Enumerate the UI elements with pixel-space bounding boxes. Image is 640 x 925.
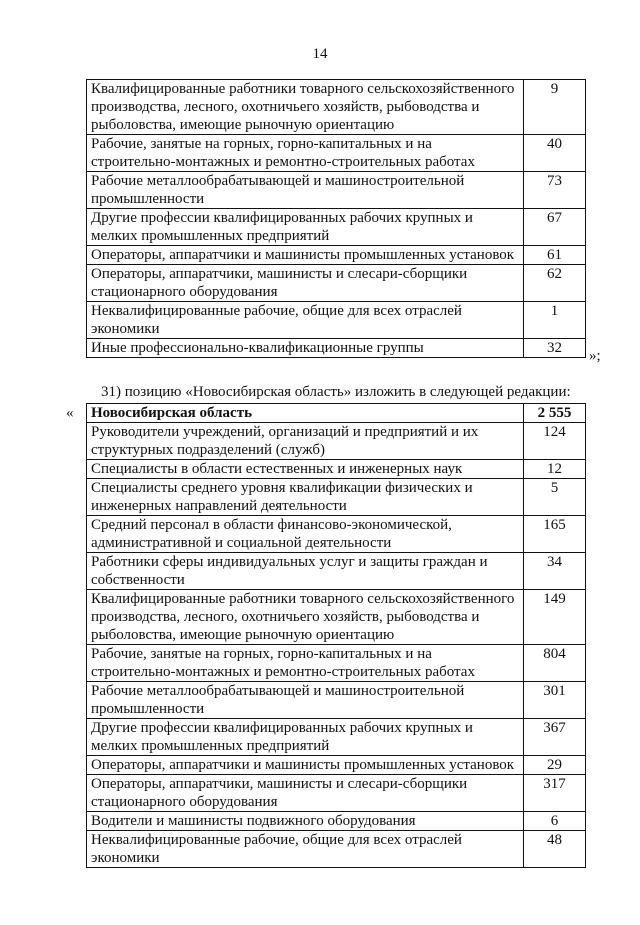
- row-label: Операторы, аппаратчики, машинисты и слесари-сборщики стационарного оборудования: [87, 775, 524, 812]
- row-label: Специалисты среднего уровня квалификации физических и инженерных направлений деятельности: [87, 479, 524, 516]
- row-label: Операторы, аппаратчики и машинисты промышленных установок: [87, 246, 524, 265]
- row-value: 301: [524, 682, 586, 719]
- table-row: [87, 645, 586, 682]
- row-label: Специалисты в области естественных и инженерных наук: [87, 460, 524, 479]
- row-value: 1: [524, 302, 586, 339]
- region-name: Новосибирская область: [87, 404, 524, 423]
- table-row: [87, 479, 586, 516]
- table-row: [87, 246, 586, 265]
- table-row: [87, 460, 586, 479]
- row-value: 32: [524, 339, 586, 358]
- row-value: 317: [524, 775, 586, 812]
- region-total: 2 555: [524, 404, 586, 423]
- row-value: 9: [524, 80, 586, 135]
- table-row: [87, 831, 586, 868]
- table-row: [87, 590, 586, 645]
- row-value: 124: [524, 423, 586, 460]
- row-label: Неквалифицированные рабочие, общие для всех отраслей экономики: [87, 831, 524, 868]
- table-row: [87, 172, 586, 209]
- table-row: [87, 775, 586, 812]
- amendment-paragraph: 31) позицию «Новосибирская область» изложить в следующей редакции:: [101, 384, 571, 400]
- table-row: [87, 812, 586, 831]
- row-value: 12: [524, 460, 586, 479]
- row-value: 149: [524, 590, 586, 645]
- table-row: [87, 756, 586, 775]
- table-row: [87, 516, 586, 553]
- row-value: 804: [524, 645, 586, 682]
- table-header-row: [87, 404, 586, 423]
- row-label: Работники сферы индивидуальных услуг и защиты граждан и собственности: [87, 553, 524, 590]
- table-row: [87, 423, 586, 460]
- row-label: Иные профессионально-квалификационные группы: [87, 339, 524, 358]
- row-label: Другие профессии квалифицированных рабочих крупных и мелких промышленных предприятий: [87, 719, 524, 756]
- table-row: [87, 553, 586, 590]
- row-value: 165: [524, 516, 586, 553]
- table-row: [87, 719, 586, 756]
- table-row: [87, 265, 586, 302]
- table-row: [87, 135, 586, 172]
- closing-quote-mark: »;: [589, 348, 601, 364]
- table-row: [87, 80, 586, 135]
- row-label: Рабочие металлообрабатывающей и машиностроительной промышленности: [87, 172, 524, 209]
- row-label: Квалифицированные работники товарного сельскохозяйственного производства, лесного, охотничьего хозяйств, рыбоводства и рыболовства, имеющие рыночную ориентацию: [87, 590, 524, 645]
- row-label: Рабочие, занятые на горных, горно-капитальных и на строительно-монтажных и ремонтно-строительных работах: [87, 645, 524, 682]
- row-value: 29: [524, 756, 586, 775]
- row-value: 48: [524, 831, 586, 868]
- row-label: Операторы, аппаратчики и машинисты промышленных установок: [87, 756, 524, 775]
- row-value: 62: [524, 265, 586, 302]
- row-value: 6: [524, 812, 586, 831]
- opening-quote-mark: «: [66, 405, 74, 421]
- occupation-table-previous: [86, 79, 586, 358]
- row-label: Неквалифицированные рабочие, общие для всех отраслей экономики: [87, 302, 524, 339]
- row-label: Квалифицированные работники товарного сельскохозяйственного производства, лесного, охотничьего хозяйств, рыбоводства и рыболовства, имеющие рыночную ориентацию: [87, 80, 524, 135]
- table-row: [87, 302, 586, 339]
- row-label: Другие профессии квалифицированных рабочих крупных и мелких промышленных предприятий: [87, 209, 524, 246]
- row-value: 73: [524, 172, 586, 209]
- row-label: Рабочие металлообрабатывающей и машиностроительной промышленности: [87, 682, 524, 719]
- table-row: [87, 339, 586, 358]
- row-label: Средний персонал в области финансово-экономической, административной и социальной деятельности: [87, 516, 524, 553]
- row-label: Водители и машинисты подвижного оборудования: [87, 812, 524, 831]
- occupation-table-novosibirsk: [86, 403, 586, 868]
- page-number: 14: [312, 46, 328, 62]
- row-value: 5: [524, 479, 586, 516]
- row-label: Рабочие, занятые на горных, горно-капитальных и на строительно-монтажных и ремонтно-строительных работах: [87, 135, 524, 172]
- row-value: 367: [524, 719, 586, 756]
- row-value: 34: [524, 553, 586, 590]
- row-value: 61: [524, 246, 586, 265]
- row-value: 40: [524, 135, 586, 172]
- row-value: 67: [524, 209, 586, 246]
- table-row: [87, 209, 586, 246]
- row-label: Руководители учреждений, организаций и предприятий и их структурных подразделений (служб): [87, 423, 524, 460]
- row-label: Операторы, аппаратчики, машинисты и слесари-сборщики стационарного оборудования: [87, 265, 524, 302]
- table-row: [87, 682, 586, 719]
